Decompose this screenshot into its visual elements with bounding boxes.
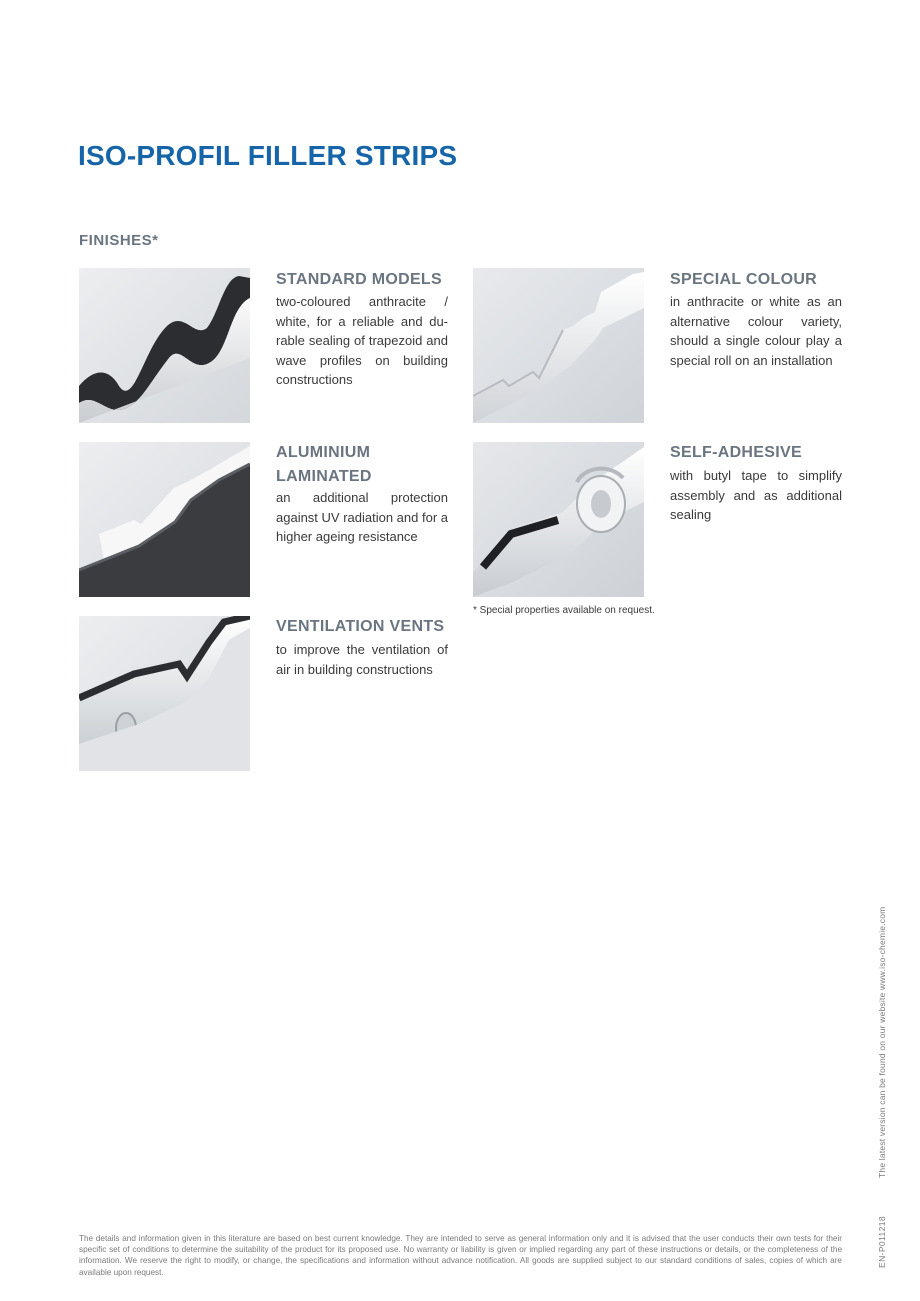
aluminium-laminated-title: ALUMINIUM LAMINATED — [276, 444, 372, 485]
standard-models-title: STANDARD MODELS — [276, 271, 442, 288]
self-adhesive-description: with butyl tape to simplify assembly and as additional sealing — [670, 468, 842, 522]
page-title: ISO-PROFIL FILLER STRIPS — [78, 140, 458, 171]
footnote: * Special properties available on request. — [473, 605, 655, 616]
special-colour-photo — [473, 268, 644, 423]
ventilation-vents-photo — [79, 616, 250, 771]
aluminium-laminated-description: an additional protection against UV radiation and for a higher ageing resistance — [276, 490, 448, 544]
special-colour-title: SPECIAL COLOUR — [670, 271, 818, 288]
special-colour-description: in anthracite or white as an alternative colour variety, should a single colour play a special roll on an installation — [670, 294, 842, 368]
website-side-note: The latest version can be found on our website www.iso-chemie.com — [877, 906, 887, 1178]
self-adhesive-title: SELF-ADHESIVE — [670, 444, 802, 461]
ventilation-vents-description: to improve the ventilation of air in building constructions — [276, 642, 448, 677]
standard-models-description: two-coloured anthracite / white, for a reliable and du-rable sealing of trapezoid and wave profiles on building constructions — [276, 294, 448, 387]
document-code: EN-P011218 — [877, 1215, 887, 1268]
aluminium-laminated-photo — [79, 442, 250, 597]
self-adhesive-photo — [473, 442, 644, 597]
standard-models-photo — [79, 268, 250, 423]
disclaimer: The details and information given in this literature are based on best current knowledge. They are intended to serve as general information only and it is advised that the user conducts their own tests for their specific set of conditions to determine the suitability of the product for its proposed use. No warranty or liability is given or implied regarding any part of these instructions or details, or the completeness of the information. We reserve the right to modify, or change, the specifications and information without advance notification. All goods are supplied subject to our standard conditions of sales, copies of which are available upon request. — [79, 1234, 842, 1277]
ventilation-vents-title: VENTILATION VENTS — [276, 618, 445, 635]
section-label-finishes: FINISHES* — [79, 232, 159, 249]
